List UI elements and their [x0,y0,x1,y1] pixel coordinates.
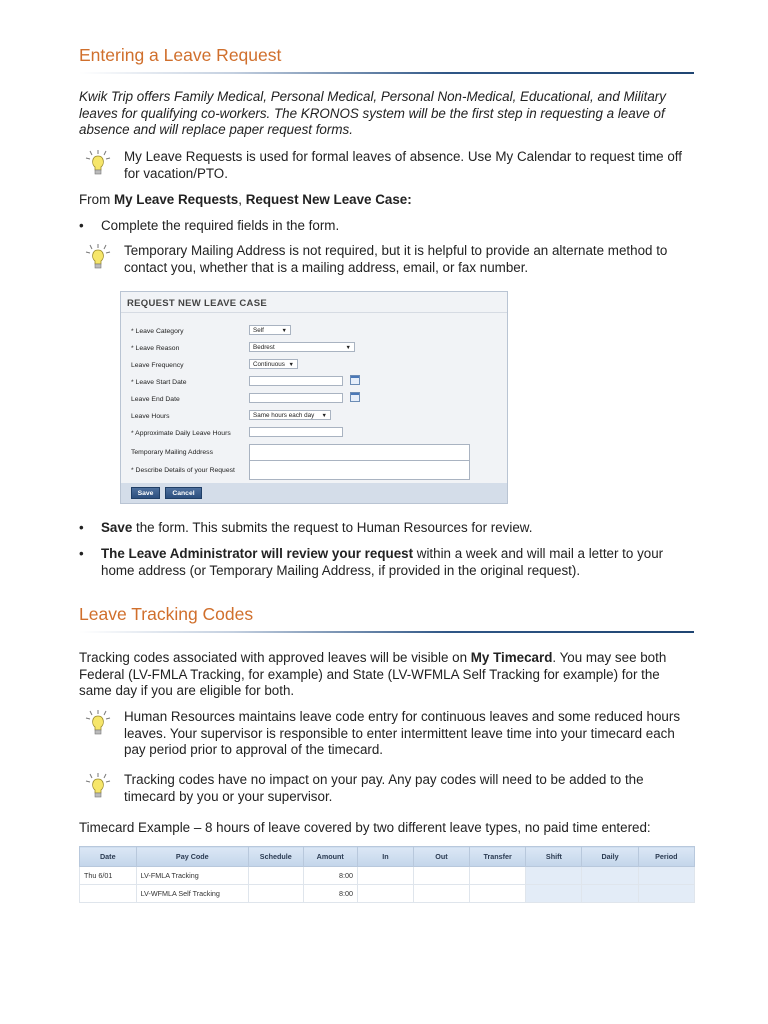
leave-reason-select[interactable]: Bedrest ▼ [249,342,355,352]
date-cell: Thu 6/01 [80,867,137,885]
in-cell [357,885,413,903]
section-heading-tracking-codes: Leave Tracking Codes [79,604,254,624]
table-header-row [80,847,695,867]
transfer-cell [469,885,525,903]
leave-end-date-input[interactable] [249,393,343,403]
transfer-cell [469,867,525,885]
tip-text: Temporary Mailing Address is not required, but it is helpful to provide an alternate method to contact you, whether that is a mailing address, email, or fax number. [124,243,668,275]
column-header: Transfer [469,847,525,867]
column-header: Schedule [249,847,304,867]
tip-text: My Leave Requests is used for formal leaves of absence. Use My Calendar to request time off for vacation/PTO. [124,149,682,181]
amount-cell: 8:00 [303,885,357,903]
bullet-dot: • [79,218,84,233]
column-header: Daily [582,847,638,867]
pay-code-cell: LV-WFMLA Self Tracking [136,885,248,903]
column-header: Pay Code [136,847,248,867]
intro-paragraph: Kwik Trip offers Family Medical, Personal Medical, Personal Non-Medical, Educational, and Military leaves for qualifying co-workers. The KRONOS system will be the first step in requesting a leave of absence and will replace paper request forms. [79,89,666,137]
pay-code-cell: LV-FMLA Tracking [136,867,248,885]
schedule-cell [249,885,304,903]
calendar-icon[interactable] [350,392,360,402]
column-header: Shift [526,847,582,867]
amount-cell: 8:00 [303,867,357,885]
leave-hours-select[interactable]: Same hours each day ▼ [249,410,331,420]
request-details-textarea[interactable] [249,460,470,480]
form-divider [121,312,507,313]
out-cell [413,867,469,885]
daily-leave-hours-input[interactable] [249,427,343,437]
table-row [80,885,695,903]
table-row [80,867,695,885]
daily-cell [582,867,638,885]
daily-cell [582,885,638,903]
heading-rule [79,72,694,74]
row-leave-start-date: * Leave Start Date [121,376,507,390]
row-leave-hours: Leave Hours Same hours each day ▼ [121,410,507,424]
in-cell [357,867,413,885]
tip-text: Tracking codes have no impact on your pay. Any pay codes will need to be added to the timecard by you or your supervisor. [124,772,644,804]
row-temporary-address: Temporary Mailing Address [121,446,507,460]
column-header: Date [80,847,137,867]
leave-category-select[interactable]: Self ▼ [249,325,291,335]
row-leave-category: * Leave Category Self ▼ [121,325,507,339]
calendar-icon[interactable] [350,375,360,385]
column-header: Period [638,847,694,867]
column-header: Out [413,847,469,867]
period-cell [638,867,694,885]
lightbulb-icon [84,772,118,800]
schedule-cell [249,867,304,885]
tip-text: Human Resources maintains leave code entry for continuous leaves and some reduced hours leaves. Your supervisor is responsible to enter intermittent leave time into your timecard each pay period prior to approval of the timecard. [124,709,681,757]
leave-frequency-select[interactable]: Continuous ▼ [249,359,298,369]
timecard-example-table [79,846,695,903]
date-cell [80,885,137,903]
row-request-details: * Describe Details of your Request [121,464,507,478]
cancel-button[interactable]: Cancel [165,487,202,499]
bullet-dot: • [79,520,84,535]
form-button-bar [121,483,507,503]
leave-start-date-input[interactable] [249,376,343,386]
row-leave-reason: * Leave Reason Bedrest ▼ [121,342,507,356]
section-heading-entering-leave: Entering a Leave Request [79,45,282,65]
heading-rule [79,631,694,633]
shift-cell [526,885,582,903]
form-title: REQUEST NEW LEAVE CASE [127,298,267,309]
save-button[interactable]: Save [131,487,160,499]
column-header: In [357,847,413,867]
timecard-example-caption: Timecard Example – 8 hours of leave covered by two different leave types, no paid time entered: [79,820,651,835]
lightbulb-icon [84,149,118,177]
row-leave-frequency: Leave Frequency Continuous ▼ [121,359,507,373]
period-cell [638,885,694,903]
out-cell [413,885,469,903]
bullet-dot: • [79,546,84,561]
column-header: Amount [303,847,357,867]
lightbulb-icon [84,243,118,271]
tracking-codes-paragraph: Tracking codes associated with approved leaves will be visible on My Timecard. You may see both Federal (LV-FMLA Tracking, for example) and State (LV-WFMLA Self Tracking for example) for the same day if you are eligible for both. [79,650,667,698]
document-page: Entering a Leave Request Kwik Trip offers Family Medical, Personal Medical, Personal Non-Medical, Educational, and Military leaves for qualifying co-workers. The KRONOS system will be the first step in requesting a leave of absence and will replace paper request forms. My Leave Requests is used for formal leaves of absence. Use My Calendar to request time off for vacation/PTO. From My Leave Requests, Request New Leave Case: • Complete the required fields in the form. Temporary Mailing Address is not required, but it is helpful to provide an alternate method to contact you, whether that is a mailing address, email, or fax number. REQUEST NEW LEAVE CASE * Leave Category Self ▼ * Leave Reason Bedrest ▼ Leave Frequency Continuous ▼ * Leave Start Date Leave End Date Leave Hours Same hours each day ▼ * Approximate Daily Leave Hours Temporary Mailing Address * Describe Details of your Request Save Cancel • Save the form. This submits the request to Human Resources for review. • The Leave Administrator will review your request within a week and will mail a letter to your home address (or Temporary Mailing Address, if provided in the original request). Leave Tracking Codes Tracking codes associated with approved leaves will be visible on My Timecard. You may see both Federal (LV-FMLA Tracking, for example) and State (LV-WFMLA Self Tracking for example) for the same day if you are eligible for both. Human Resources maintains leave code entry for continuous leaves and some reduced hours leaves. Your supervisor is responsible to enter intermittent leave time into your timecard each pay period prior to approval of the timecard. Tracking codes have no impact on your pay. Any pay codes will need to be added to the timecard by you or your supervisor. Timecard Example – 8 hours of leave covered by two different leave types, no paid time entered: Date Pay Code Schedule Amount In Out Transfer Shift Daily Period Thu 6/01 LV-FMLA Tracking 8:00 LV-WFMLA Self Tracking 8:00 [0,0,768,1024]
lightbulb-icon [84,709,118,737]
from-instruction: From My Leave Requests, Request New Leave Case: [79,192,412,207]
request-new-leave-case-form [120,291,508,504]
row-daily-leave-hours: * Approximate Daily Leave Hours [121,427,507,441]
row-leave-end-date: Leave End Date [121,393,507,407]
shift-cell [526,867,582,885]
